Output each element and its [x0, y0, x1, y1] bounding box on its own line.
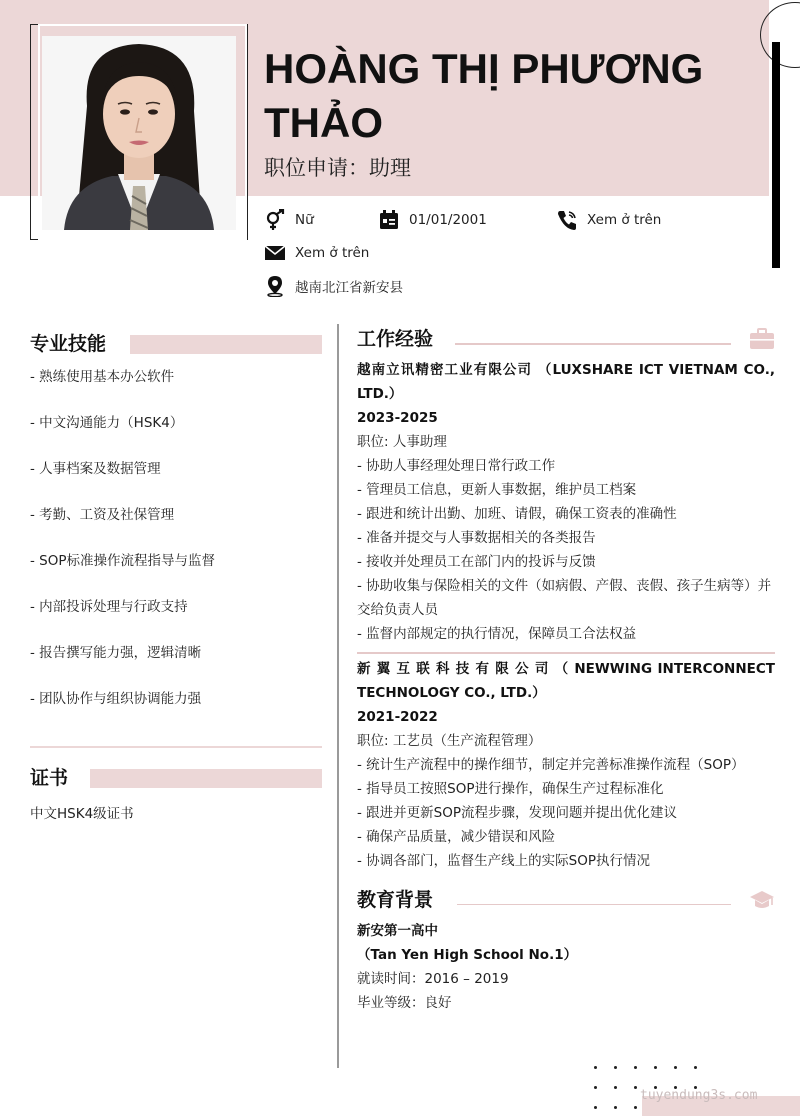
- experience-header: [357, 324, 775, 354]
- certificates-header: [30, 764, 322, 792]
- watermark: tuyendung3s.com: [640, 1088, 758, 1103]
- experience-title-line: [455, 343, 731, 345]
- graduation-grade: 毕业等级：良好: [357, 994, 452, 1011]
- job-duty: - 确保产品质量，减少错误和风险: [357, 828, 556, 845]
- profile-photo: [42, 36, 236, 230]
- education-title-line: [457, 904, 731, 906]
- job-duty: - 监督内部规定的执行情况，保障员工合法权益: [357, 626, 637, 642]
- left-divider: [30, 746, 322, 748]
- job-position: 职位: 工艺员（生产流程管理）: [357, 732, 542, 749]
- skills-header: [30, 330, 322, 358]
- job-position: 职位: 人事助理: [357, 434, 447, 450]
- job-entry-2: [357, 657, 775, 873]
- phone-icon: [556, 209, 578, 231]
- skill-item: - 中文沟通能力（HSK4）: [30, 415, 184, 431]
- job-duty: - 管理员工信息，更新人事数据，维护员工档案: [357, 482, 637, 498]
- job-duty: - 协助人事经理处理日常行政工作: [357, 458, 556, 474]
- phone-value: Xem ở trên: [587, 212, 662, 228]
- job-years: 2021-2022: [357, 708, 438, 725]
- birthday-value: 01/01/2001: [409, 212, 487, 228]
- envelope-icon: [264, 242, 286, 264]
- certificates-title: 证书: [30, 767, 69, 789]
- candidate-name: HOÀNG THỊ PHƯƠNG THẢO: [264, 45, 704, 146]
- job-duty: - 接收并处理员工在部门内的投诉与反馈: [357, 554, 596, 570]
- contact-phone: [556, 209, 661, 231]
- certificates-title-bar: [90, 769, 322, 788]
- certificate-item: 中文HSK4级证书: [30, 806, 134, 822]
- decorative-bar: [772, 42, 780, 268]
- contact-email: [264, 242, 369, 264]
- skills-list: [30, 368, 322, 736]
- certificates-section: [30, 764, 322, 822]
- job-company: 新 翼 互 联 科 技 有 限 公 司 （ NEWWING INTERCONNECT TECHNOLOGY CO., LTD.）: [357, 660, 775, 701]
- right-column: [357, 324, 775, 1015]
- education-header: [357, 885, 775, 915]
- contact-address: [264, 275, 403, 297]
- job-separator: [357, 652, 775, 654]
- skills-title-bar: [130, 335, 322, 354]
- skill-item: - 人事档案及数据管理: [30, 461, 161, 477]
- address-value: 越南北江省新安县: [295, 280, 403, 296]
- skills-title: 专业技能: [30, 333, 107, 355]
- job-duty: - 准备并提交与人事数据相关的各类报告: [357, 530, 596, 546]
- skill-item: - 团队协作与组织协调能力强: [30, 691, 202, 707]
- graduation-cap-icon: [749, 888, 775, 912]
- email-value: Xem ở trên: [295, 245, 370, 261]
- skill-item: - 内部投诉处理与行政支持: [30, 599, 188, 615]
- column-divider: [337, 324, 339, 1068]
- job-duty: - 统计生产流程中的操作细节，制定并完善标准操作流程（SOP）: [357, 756, 745, 773]
- job-years: 2023-2025: [357, 410, 438, 426]
- experience-title: 工作经验: [357, 328, 434, 350]
- briefcase-icon: [749, 327, 775, 351]
- education-entry: [357, 919, 775, 1015]
- job-entry-1: [357, 358, 775, 646]
- person-portrait-icon: [42, 36, 236, 230]
- job-duty: - 协助收集与保险相关的文件（如病假、产假、丧假、孩子生病等）并交给负责人员: [357, 578, 772, 618]
- skill-item: - 考勤、工资及社保管理: [30, 507, 175, 523]
- study-period: 就读时间：2016 – 2019: [357, 970, 509, 987]
- gender-icon: [264, 209, 286, 231]
- school-name: 新安第一高中: [357, 922, 438, 939]
- skill-item: - SOP标准操作流程指导与监督: [30, 553, 215, 569]
- job-duty: - 协调各部门，监督生产线上的实际SOP执行情况: [357, 852, 650, 869]
- skill-item: - 熟练使用基本办公软件: [30, 369, 175, 385]
- job-duty: - 跟进和统计出勤、加班、请假，确保工资表的准确性: [357, 506, 677, 522]
- job-company: 越南立讯精密工业有限公司 （LUXSHARE ICT VIETNAM CO., LTD.）: [357, 362, 775, 402]
- education-title: 教育背景: [357, 888, 434, 911]
- location-pin-icon: [264, 275, 286, 297]
- job-title: 职位申请：助理: [264, 156, 411, 180]
- job-duty: - 指导员工按照SOP进行操作，确保生产过程标准化: [357, 780, 664, 797]
- school-name-en: （Tan Yen High School No.1）: [357, 946, 578, 963]
- contact-gender: [264, 209, 314, 231]
- job-duty: - 跟进并更新SOP流程步骤，发现问题并提出优化建议: [357, 804, 677, 821]
- calendar-icon: [378, 209, 400, 231]
- gender-value: Nữ: [295, 212, 314, 228]
- contact-birthday: [378, 209, 487, 231]
- skill-item: - 报告撰写能力强，逻辑清晰: [30, 645, 202, 661]
- skills-section: [30, 330, 322, 736]
